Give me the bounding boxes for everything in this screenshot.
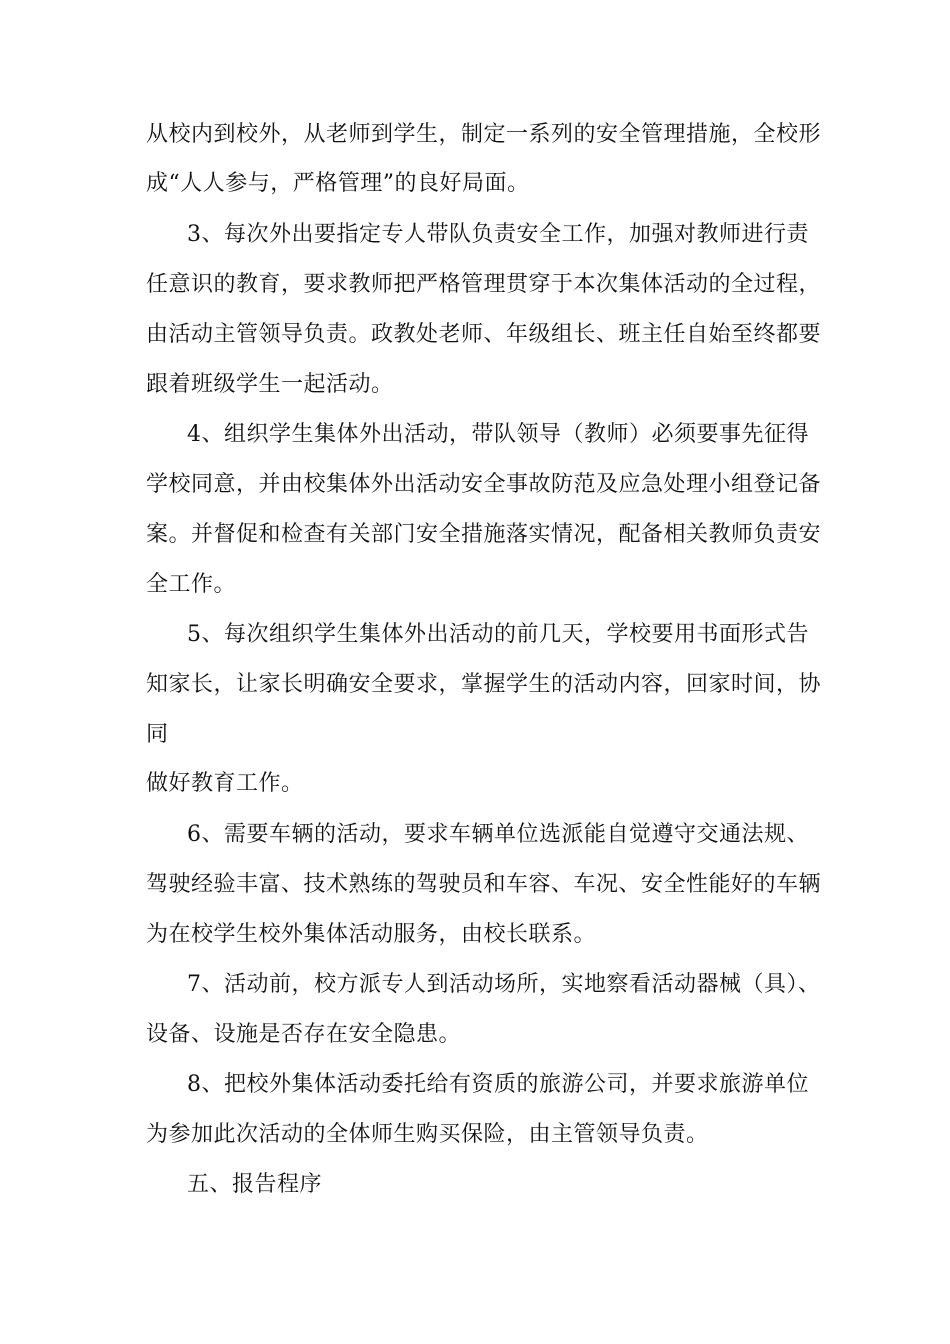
text-line: 4、组织学生集体外出活动，带队领导（教师）必须要事先征得 bbox=[187, 422, 809, 447]
text-line: 6、需要车辆的活动，要求车辆单位选派能自觉遵守交通法规、 bbox=[187, 822, 809, 847]
text-line: 全工作。 bbox=[146, 572, 237, 597]
text-line: 7、活动前，校方派专人到活动场所，实地察看活动器械（具）、 bbox=[187, 972, 821, 997]
text-line: 5、每次组织学生集体外出活动的前几天，学校要用书面形式告 bbox=[187, 622, 809, 647]
text-line: 学校同意，并由校集体外出活动安全事故防范及应急处理小组登记备 bbox=[146, 472, 822, 497]
text-line: 做好教育工作。 bbox=[146, 771, 304, 796]
text-line: 为在校学生校外集体活动服务，由校长联系。 bbox=[146, 922, 597, 947]
text-line: 从校内到校外，从老师到学生，制定一系列的安全管理措施，全校形 bbox=[146, 122, 822, 147]
text-line: 跟着班级学生一起活动。 bbox=[146, 372, 394, 397]
text-line: 驾驶经验丰富、技术熟练的驾驶员和车容、车况、安全性能好的车辆 bbox=[146, 872, 822, 897]
text-line: 同 bbox=[146, 722, 169, 747]
text-line: 3、每次外出要指定专人带队负责安全工作，加强对教师进行责 bbox=[187, 222, 809, 247]
text-line: 为参加此次活动的全体师生购买保险，由主管领导负责。 bbox=[146, 1122, 709, 1147]
text-line: 设备、设施是否存在安全隐患。 bbox=[146, 1022, 462, 1047]
text-line: 案。并督促和检查有关部门安全措施落实情况，配备相关教师负责安 bbox=[146, 522, 822, 547]
text-line: 成“人人参与，严格管理”的良好局面。 bbox=[146, 171, 530, 196]
text-line: 任意识的教育，要求教师把严格管理贯穿于本次集体活动的全过程， bbox=[146, 272, 822, 297]
section-heading: 五、报告程序 bbox=[187, 1172, 323, 1197]
text-line: 8、把校外集体活动委托给有资质的旅游公司，并要求旅游单位 bbox=[187, 1072, 809, 1097]
text-line: 知家长，让家长明确安全要求，掌握学生的活动内容，回家时间，协 bbox=[146, 672, 822, 697]
text-line: 由活动主管领导负责。政教处老师、年级组长、班主任自始至终都要 bbox=[146, 322, 822, 347]
